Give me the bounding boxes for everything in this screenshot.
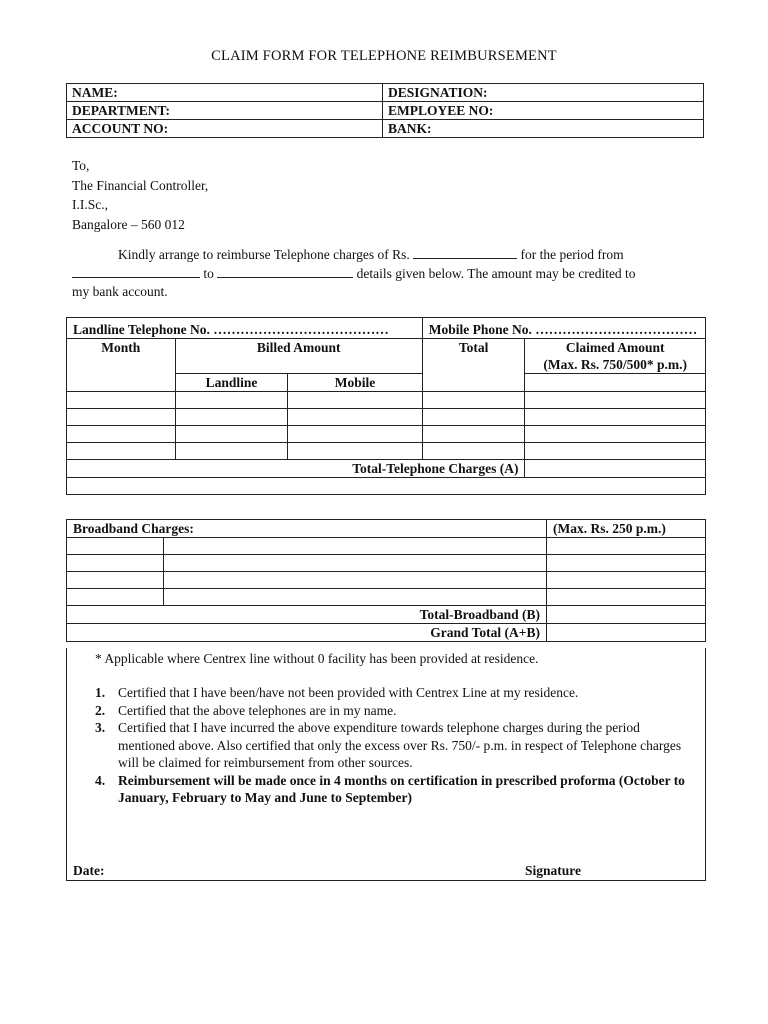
broadband-max: (Max. Rs. 250 p.m.) [547,520,706,538]
total-header: Total [422,339,525,392]
list-item: 1. Certified that I have been/have not been provided with Centrex Line at my residence. [95,685,579,700]
amount-blank[interactable] [413,246,517,259]
request-text-3: to [203,265,214,281]
table-row[interactable] [67,555,706,572]
landline-number-label[interactable]: Landline Telephone No. ………………………………… [67,318,423,339]
table-row[interactable] [67,392,706,409]
request-text-2: for the period from [520,247,624,262]
bank-field[interactable]: BANK: [383,120,704,138]
grand-total-value[interactable] [547,624,706,642]
recipient-address [72,156,208,234]
address-line-3: Bangalore – 560 012 [72,216,185,232]
mobile-number-label[interactable]: Mobile Phone No. ……………………………… [422,318,705,339]
claimed-amount-label: Claimed Amount [565,340,665,355]
claimed-blank-cell [525,374,706,392]
total-telephone-value[interactable] [525,460,706,478]
request-text-5: my bank account. [72,284,168,299]
table-row[interactable] [67,572,706,589]
claimed-amount-header [525,339,706,374]
request-paragraph [72,246,692,302]
table-row[interactable] [67,409,706,426]
period-from-blank[interactable] [72,265,200,278]
date-label[interactable]: Date: [73,863,105,878]
billed-amount-header: Billed Amount [175,339,422,374]
total-broadband-value[interactable] [547,606,706,624]
certification-list [95,684,685,807]
address-line-2: I.I.Sc., [72,197,108,212]
total-broadband-label: Total-Broadband (B) [67,606,547,624]
name-field[interactable]: NAME: [67,84,383,102]
request-text-4: details given below. The amount may be credited to [356,265,636,281]
broadband-label: Broadband Charges: [67,520,547,538]
request-text-1: Kindly arrange to reimburse Telephone charges of Rs. [118,247,410,262]
mobile-subheader: Mobile [288,374,422,392]
table-row[interactable] [67,589,706,606]
month-header: Month [67,339,176,392]
employee-info-table [66,83,704,138]
landline-subheader: Landline [175,374,288,392]
broadband-table [66,519,706,642]
table-row[interactable] [67,426,706,443]
account-no-field[interactable]: ACCOUNT NO: [67,120,383,138]
address-line-1: The Financial Controller, [72,177,209,193]
table-row[interactable] [67,538,706,555]
claimed-amount-max: (Max. Rs. 750/500* p.m.) [543,357,688,372]
list-item: 3. Certified that I have incurred the above expenditure towards telephone charges during the period mentioned above. Also certified that only the excess over Rs. 750/- p.m. in respect of Telephone charges will be claimed for reimbursement from other sources. [95,720,682,770]
spacer-row [67,478,706,495]
certification-box [66,648,706,881]
list-item: 2. Certified that the above telephones are in my name. [95,702,397,718]
total-telephone-label: Total-Telephone Charges (A) [67,460,525,478]
telephone-claim-table [66,317,706,495]
department-field[interactable]: DEPARTMENT: [67,102,383,120]
list-item: 4. Reimbursement will be made once in 4 months on certification in prescribed proforma (October to January, February to May and June to September) [95,772,685,805]
table-row[interactable] [67,443,706,460]
signature-label[interactable]: Signature [525,863,582,878]
applicability-note: * Applicable where Centrex line without 0 facility has been provided at residence. [95,651,539,666]
period-to-blank[interactable] [217,265,353,278]
designation-field[interactable]: DESIGNATION: [383,84,704,102]
address-to: To, [72,158,90,173]
form-title: CLAIM FORM FOR TELEPHONE REIMBURSEMENT [211,48,557,64]
employee-no-field[interactable]: EMPLOYEE NO: [383,102,704,120]
grand-total-label: Grand Total (A+B) [67,624,547,642]
